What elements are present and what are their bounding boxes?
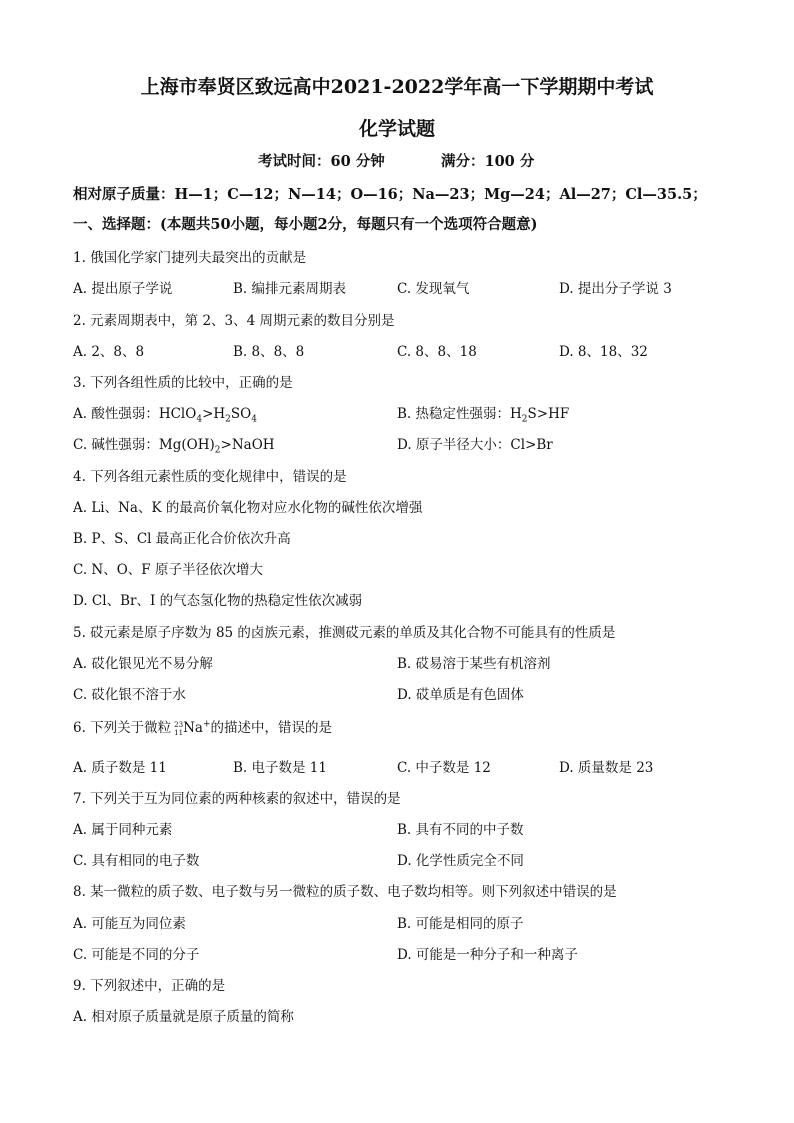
question-2-stem: 2. 元素周期表中，第 2、3、4 周期元素的数目分别是 [73,313,395,329]
q3-option-a: A. 酸性强弱：$HClO_4>H_2SO_4$ [73,406,257,425]
q7-option-a: A. 属于同种元素 [73,822,173,838]
exam-score: 满分：100 分 [441,153,535,170]
question-8-stem: 8. 某一微粒的质子数、电子数与另一微粒的质子数、电子数均相等。则下列叙述中错误的是 [73,884,617,900]
q8-option-c: C. 可能是不同的分子 [73,947,200,963]
q3-option-d: D. 原子半径大小：Cl>Br [397,437,553,453]
q4-option-c: C. N、O、F 原子半径依次增大 [73,562,263,578]
q2-option-a: A. 2、8、8 [73,344,145,360]
q4-option-d: D. Cl、Br、I 的气态氢化物的热稳定性依次减弱 [73,593,363,609]
q6-option-b: B. 电子数是 11 [233,760,327,776]
q5-option-b: B. 砹易溶于某些有机溶剂 [397,656,551,672]
q2-option-b: B. 8、8、8 [233,344,305,360]
q5-option-a: A. 砹化银见光不易分解 [73,656,213,672]
q8-option-a: A. 可能互为同位素 [73,916,186,932]
q8-option-d: D. 可能是一种分子和一种离子 [397,947,578,963]
q1-option-d: D. 提出分子学说 3 [559,281,672,297]
question-3-stem: 3. 下列各组性质的比较中，正确的是 [73,375,293,391]
q4-option-a: A. Li、Na、K 的最高价氧化物对应水化物的碱性依次增强 [73,500,423,516]
q4-option-b: B. P、S、Cl 最高正化合价依次升高 [73,531,291,547]
q3-option-b: B. 热稳定性强弱：$H_2S>HF$ [397,406,570,425]
q2-option-d: D. 8、18、32 [559,344,648,360]
q6-option-c: C. 中子数是 12 [397,760,491,776]
q1-option-a: A. 提出原子学说 [73,281,173,297]
question-7-stem: 7. 下列关于互为同位素的两种核素的叙述中，错误的是 [73,791,401,807]
q7-option-c: C. 具有相同的电子数 [73,853,200,869]
q5-option-d: D. 砹单质是有色固体 [397,687,524,703]
exam-title: 上海市奉贤区致远高中2021-2022学年高一下学期期中考试 [140,76,654,98]
q7-option-d: D. 化学性质完全不同 [397,853,524,869]
q5-option-c: C. 砹化银不溶于水 [73,687,186,703]
exam-time: 考试时间：60 分钟 [258,153,385,170]
question-6-stem: 6. 下列关于微粒 23 11 Na+的描述中，错误的是 [73,719,333,737]
q6-option-a: A. 质子数是 11 [73,760,167,776]
question-9-stem: 9. 下列叙述中，正确的是 [73,978,226,994]
q1-option-b: B. 编排元素周期表 [233,281,347,297]
exam-subtitle: 化学试题 [358,118,435,140]
question-5-stem: 5. 砹元素是原子序数为 85 的卤族元素，推测砹元素的单质及其化合物不可能具有的性质是 [73,625,616,641]
q8-option-b: B. 可能是相同的原子 [397,916,524,932]
q9-option-a: A. 相对原子质量就是原子质量的简称 [73,1009,294,1025]
q2-option-c: C. 8、8、18 [397,344,477,360]
question-1-stem: 1. 俄国化学家门捷列夫最突出的贡献是 [73,250,307,266]
q7-option-b: B. 具有不同的中子数 [397,822,524,838]
section-heading: 一、选择题：(本题共50小题，每小题2分，每题只有一个选项符合题意) [73,216,538,233]
q6-option-d: D. 质量数是 23 [559,760,654,776]
nuclide-notation: 23 11 [174,720,184,737]
q3-option-c: C. 碱性强弱：$Mg(OH)_2>NaOH$ [73,437,275,456]
question-4-stem: 4. 下列各组元素性质的变化规律中，错误的是 [73,469,347,485]
q1-option-c: C. 发现氧气 [397,281,470,297]
atomic-masses: 相对原子质量：H—1；C—12；N—14；O—16；Na—23；Mg—24；Al—27；Cl—35.5； [73,186,707,203]
